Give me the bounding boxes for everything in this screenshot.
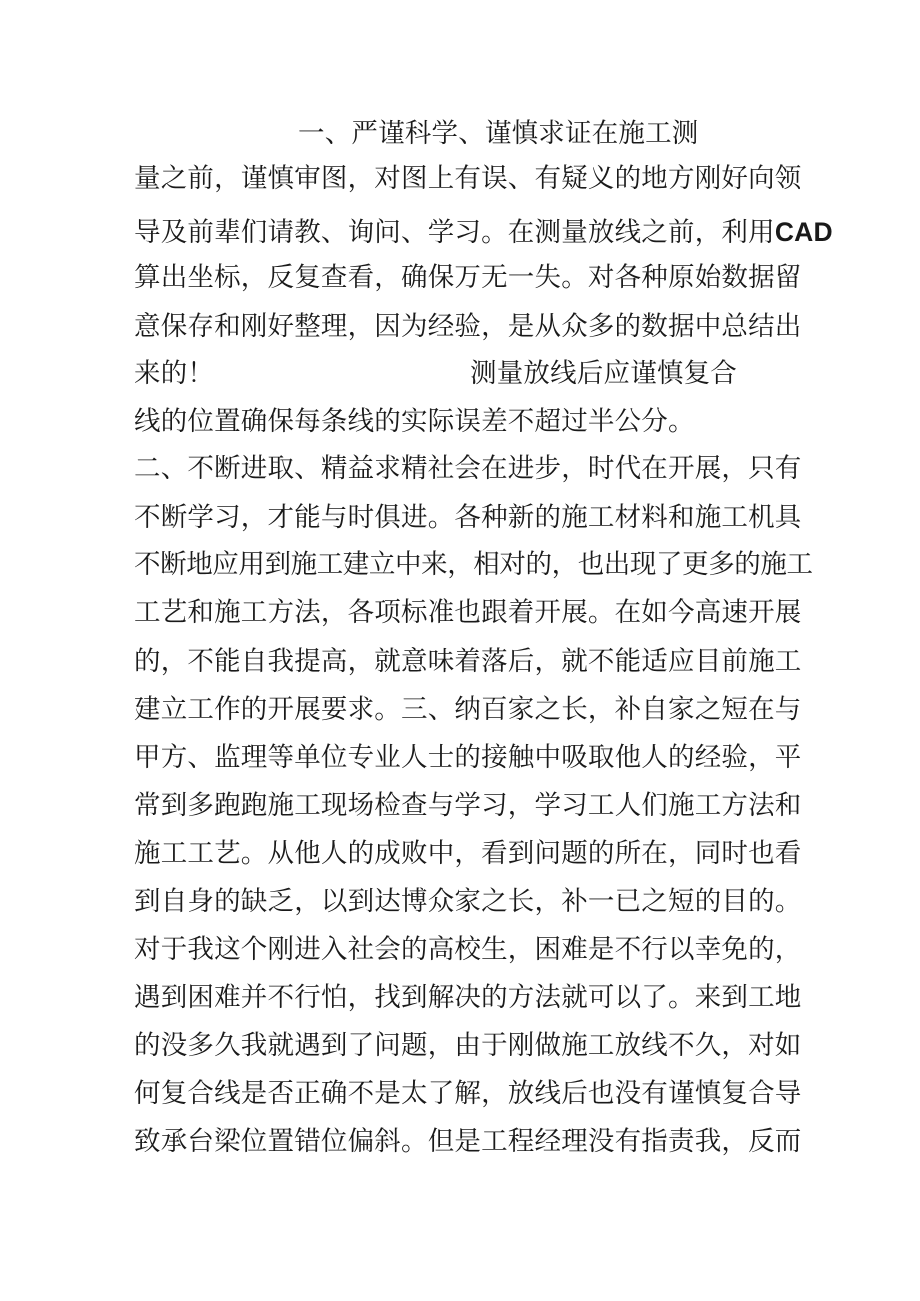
text-line: 致承台梁位置错位偏斜。但是工程经理没有指责我，反而: [134, 1126, 802, 1157]
text-line: 建立工作的开展要求。三、纳百家之长，补自家之短在与: [134, 694, 802, 725]
text-line: 不断地应用到施工建立中来，相对的，也出现了更多的施工: [134, 549, 813, 580]
text-line: [134, 214, 833, 251]
text-line: 线的位置确保每条线的实际误差不超过半公分。: [134, 406, 695, 437]
text-line: 不断学习，才能与时俱进。各种新的施工材料和施工机具: [134, 502, 802, 533]
text-line: 量之前，谨慎审图，对图上有误、有疑义的地方刚好向领: [134, 163, 802, 194]
text-line: 何复合线是否正确不是太了解，放线后也没有谨慎复合导: [134, 1078, 802, 1109]
text-segment: 导及前辈们请教、询问、学习。在测量放线之前，利用: [134, 217, 775, 248]
cad-term: CAD: [774, 217, 833, 247]
text-line: 测量放线后应谨慎复合: [470, 358, 737, 389]
text-line: 一、严谨科学、谨慎求证在施工测: [298, 118, 699, 149]
text-line: 常到多跑跑施工现场检查与学习，学习工人们施工方法和: [134, 790, 802, 821]
text-line: 的，不能自我提高，就意味着落后，就不能适应目前施工: [134, 646, 802, 677]
text-line: 遇到困难并不行怕，找到解决的方法就可以了。来到工地: [134, 982, 802, 1013]
text-line: 算出坐标，反复查看，确保万无一失。对各种原始数据留: [134, 262, 802, 293]
text-line: 来的！: [134, 358, 215, 389]
text-line: 到自身的缺乏，以到达博众家之长，补一已之短的目的。: [134, 886, 802, 917]
text-line: 施工工艺。从他人的成败中，看到问题的所在，同时也看: [134, 838, 802, 869]
text-line: 的没多久我就遇到了问题，由于刚做施工放线不久，对如: [134, 1030, 802, 1061]
text-line: 二、不断进取、精益求精社会在进步，时代在开展，只有: [134, 453, 802, 484]
text-line: 甲方、监理等单位专业人士的接触中吸取他人的经验，平: [134, 742, 802, 773]
text-line: 对于我这个刚进入社会的高校生，困难是不行以幸免的，: [134, 934, 802, 965]
text-line: 工艺和施工方法，各项标准也跟着开展。在如今高速开展: [134, 597, 802, 628]
text-line: 意保存和刚好整理，因为经验，是从众多的数据中总结出: [134, 311, 802, 342]
